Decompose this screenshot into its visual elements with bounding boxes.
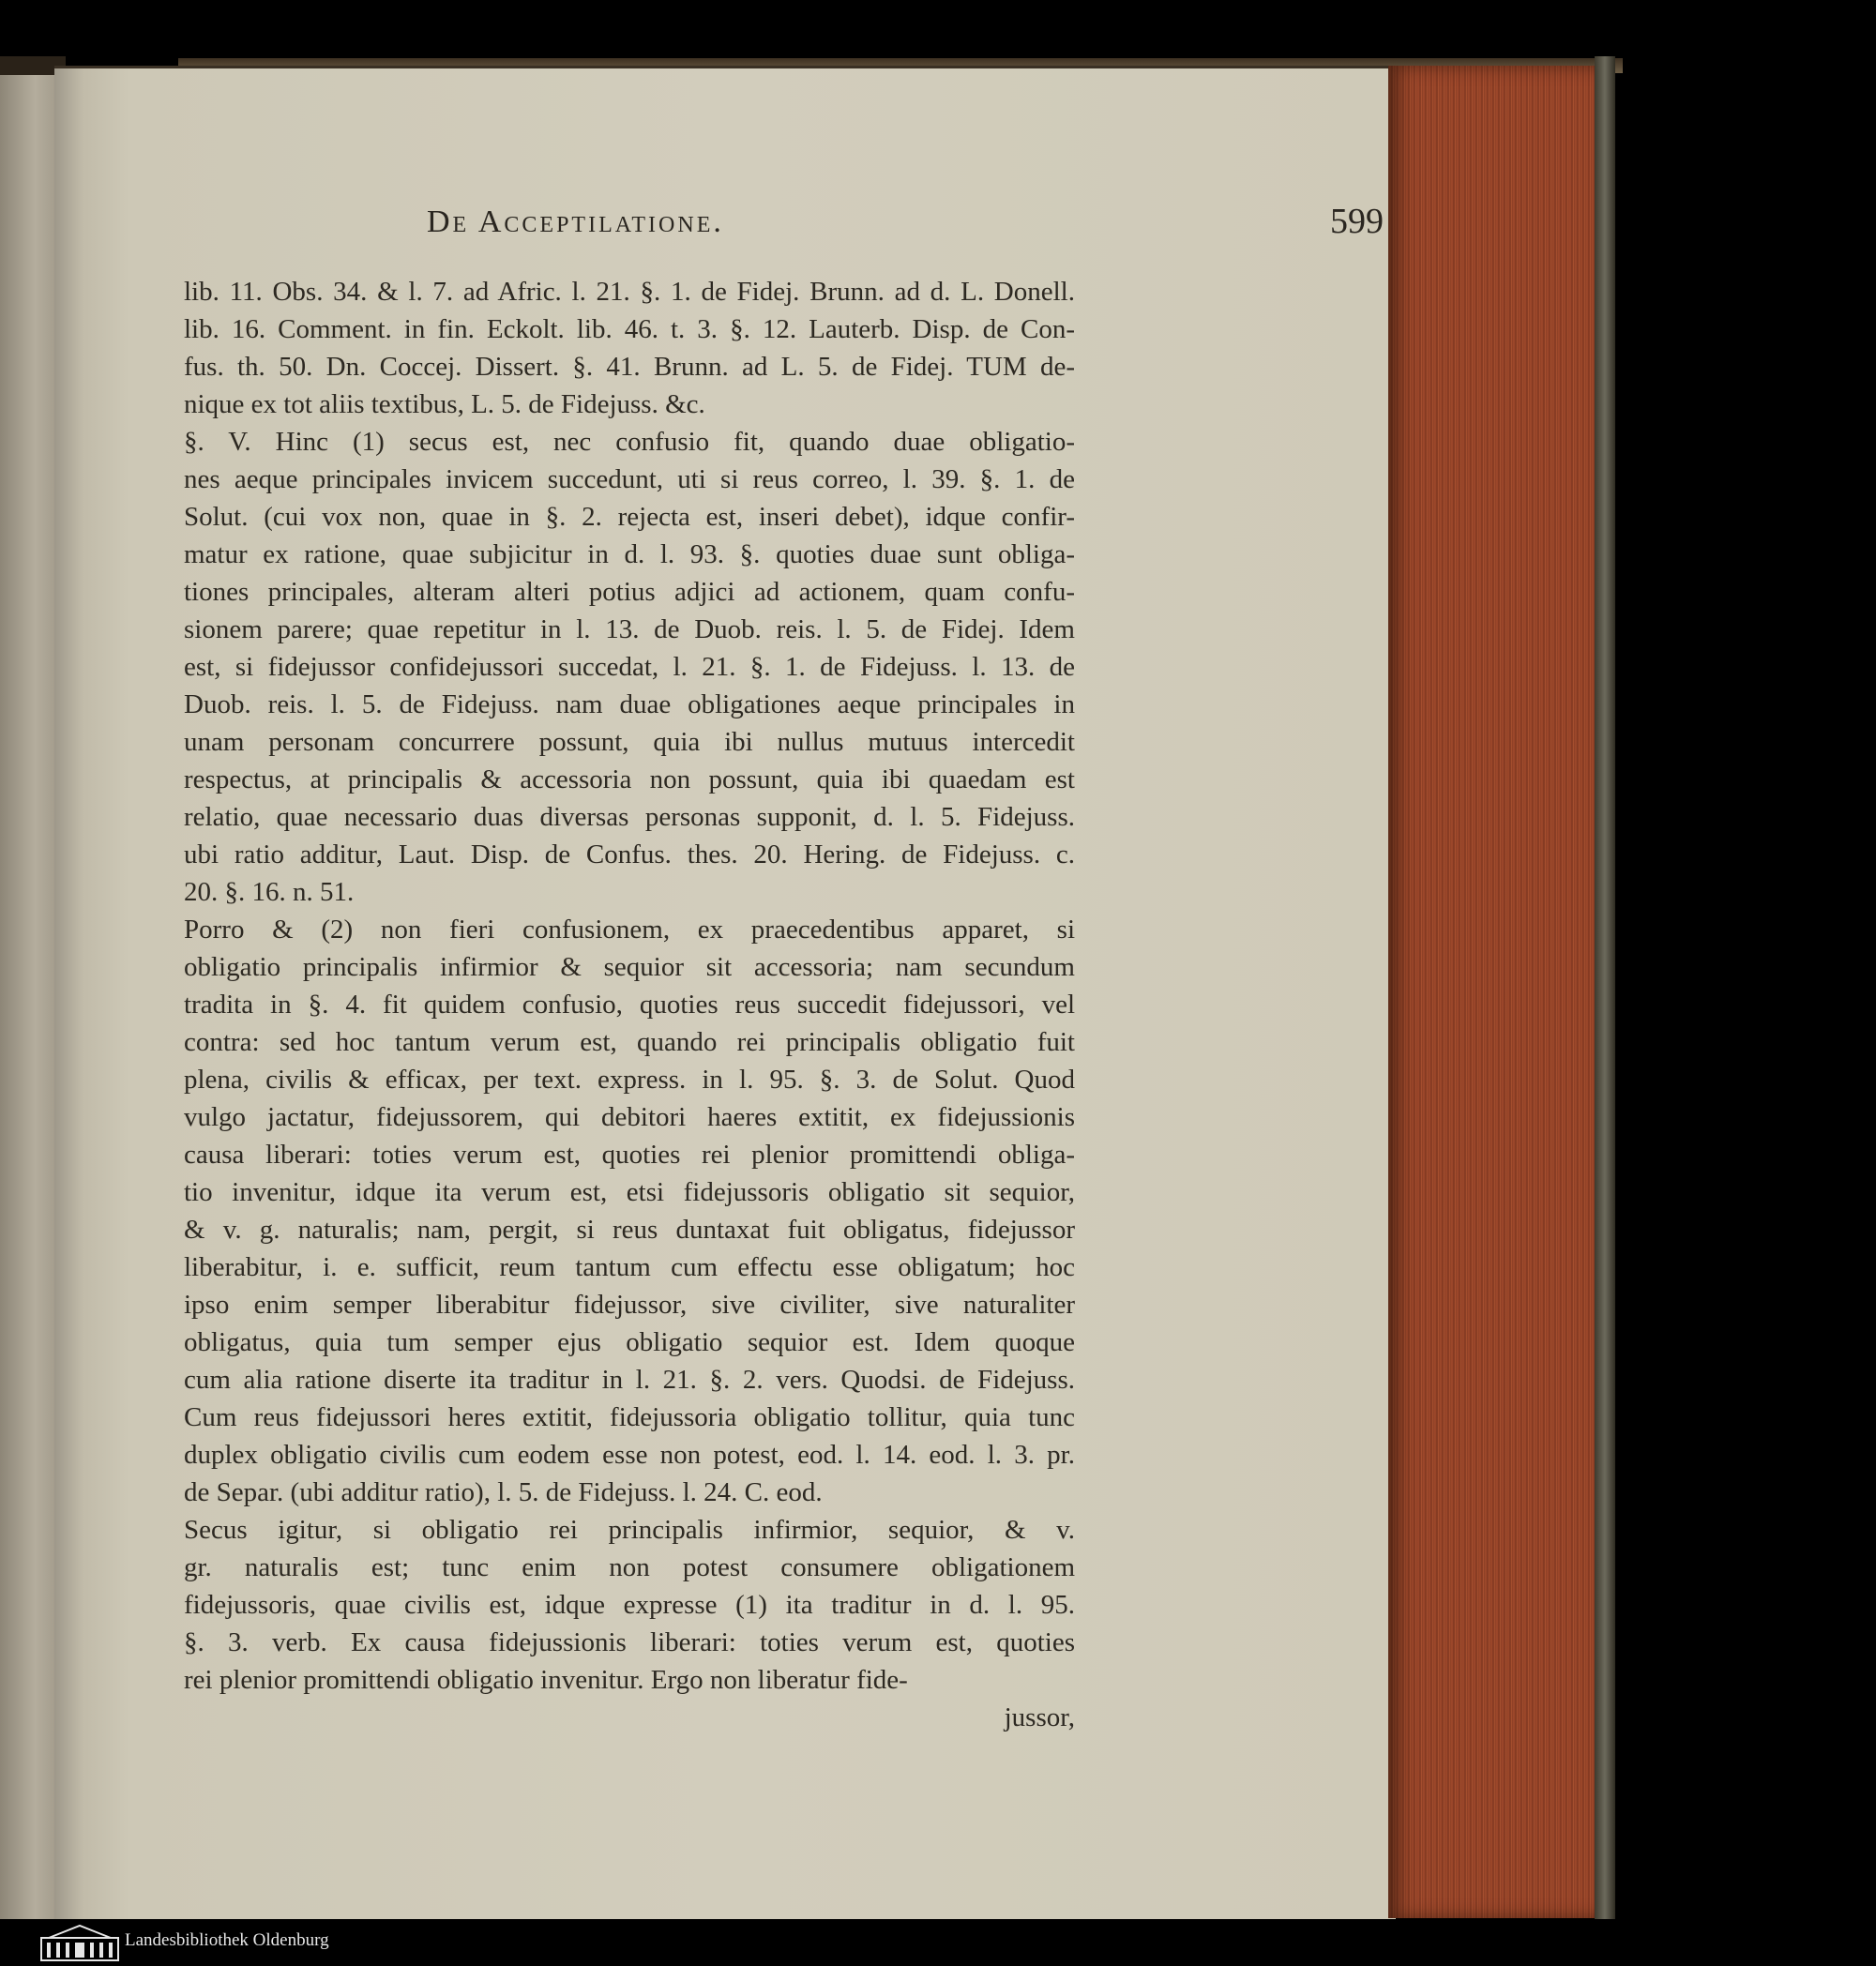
text-line: Solut. (cui vox non, quae in §. 2. rejecta est, inseri debet), idque confir-	[184, 502, 1075, 532]
text-line: obligatio principalis infirmior & sequior sit accessoria; nam secundum	[184, 952, 1075, 982]
text-line: §. 3. verb. Ex causa fidejussionis liberari: toties verum est, quoties	[184, 1627, 1075, 1657]
text-line: tradita in §. 4. fit quidem confusio, quoties reus succedit fidejussori, vel	[184, 990, 1075, 1020]
page-body-text	[184, 273, 1075, 1736]
text-line: de Separ. (ubi additur ratio), l. 5. de Fidejuss. l. 24. C. eod.	[184, 1477, 823, 1507]
text-line: sionem parere; quae repetitur in l. 13. de Duob. reis. l. 5. de Fidej. Idem	[184, 614, 1075, 644]
text-line: nique ex tot aliis textibus, L. 5. de Fidejuss. &c.	[184, 389, 705, 419]
text-line: respectus, at principalis & accessoria non possunt, quia ibi quaedam est	[184, 764, 1075, 794]
text-line: plena, civilis & efficax, per text. express. in l. 95. §. 3. de Solut. Quod	[184, 1065, 1075, 1095]
page-number: 599	[1330, 202, 1384, 241]
text-line: fus. th. 50. Dn. Coccej. Dissert. §. 41. Brunn. ad L. 5. de Fidej. TUM de-	[184, 352, 1075, 382]
running-title: De Acceptilatione.	[427, 204, 724, 239]
fore-edge	[1388, 66, 1604, 1918]
book-cover-edge	[1595, 56, 1615, 1923]
text-line: Cum reus fidejussori heres extitit, fidejussoria obligatio tollitur, quia tunc	[184, 1402, 1075, 1432]
text-line: causa liberari: toties verum est, quoties rei plenior promittendi obliga-	[184, 1140, 1075, 1170]
page-header	[394, 204, 1407, 250]
text-line: gr. naturalis est; tunc enim non potest consumere obligationem	[184, 1552, 1075, 1582]
text-line: fidejussoris, quae civilis est, idque expresse (1) ita traditur in d. l. 95.	[184, 1590, 1075, 1620]
text-line: lib. 11. Obs. 34. & l. 7. ad Afric. l. 21. §. 1. de Fidej. Brunn. ad d. L. Donell.	[184, 277, 1075, 307]
text-line: jussor,	[1004, 1702, 1075, 1732]
text-line: duplex obligatio civilis cum eodem esse non potest, eod. l. 14. eod. l. 3. pr.	[184, 1440, 1075, 1470]
text-line: obligatus, quia tum semper ejus obligatio sequior est. Idem quoque	[184, 1327, 1075, 1357]
text-line: Secus igitur, si obligatio rei principalis infirmior, sequior, & v.	[184, 1515, 1075, 1545]
text-line: liberabitur, i. e. sufficit, reum tantum cum effectu esse obligatum; hoc	[184, 1252, 1075, 1282]
text-line: rei plenior promittendi obligatio invenitur. Ergo non liberatur fide-	[184, 1665, 908, 1695]
text-line: ubi ratio additur, Laut. Disp. de Confus. thes. 20. Hering. de Fidejuss. c.	[184, 839, 1075, 870]
text-line: lib. 16. Comment. in fin. Eckolt. lib. 46. t. 3. §. 12. Lauterb. Disp. de Con-	[184, 314, 1075, 344]
text-line: §. V. Hinc (1) secus est, nec confusio fit, quando duae obligatio-	[184, 427, 1075, 457]
text-line: matur ex ratione, quae subjicitur in d. l. 93. §. quoties duae sunt obliga-	[184, 539, 1075, 569]
text-line: cum alia ratione diserte ita traditur in l. 21. §. 2. vers. Quodsi. de Fidejuss.	[184, 1365, 1075, 1395]
text-line: tiones principales, alteram alteri potius adjici ad actionem, quam confu-	[184, 577, 1075, 607]
text-line: unam personam concurrere possunt, quia ibi nullus mutuus intercedit	[184, 727, 1075, 757]
library-logo-icon	[39, 1923, 120, 1962]
text-line: vulgo jactatur, fidejussorem, qui debitori haeres extitit, ex fidejussionis	[184, 1102, 1075, 1132]
text-line: tio invenitur, idque ita verum est, etsi fidejussoris obligatio sit sequior,	[184, 1177, 1075, 1207]
text-line: nes aeque principales invicem succedunt, uti si reus correo, l. 39. §. 1. de	[184, 464, 1075, 494]
text-line: Duob. reis. l. 5. de Fidejuss. nam duae obligationes aeque principales in	[184, 689, 1075, 719]
footer-bar	[0, 1919, 1876, 1966]
left-page-edge	[0, 75, 58, 1923]
text-line: 20. §. 16. n. 51.	[184, 877, 355, 907]
text-line: Porro & (2) non fieri confusionem, ex praecedentibus apparet, si	[184, 915, 1075, 945]
text-line: contra: sed hoc tantum verum est, quando rei principalis obligatio fuit	[184, 1027, 1075, 1057]
text-line: relatio, quae necessario duas diversas personas supponit, d. l. 5. Fidejuss.	[184, 802, 1075, 832]
text-line: est, si fidejussor confidejussori succedat, l. 21. §. 1. de Fidejuss. l. 13. de	[184, 652, 1075, 682]
library-name: Landesbibliothek Oldenburg	[125, 1930, 329, 1950]
text-line: ipso enim semper liberabitur fidejussor, sive civiliter, sive naturaliter	[184, 1290, 1075, 1320]
text-line: & v. g. naturalis; nam, pergit, si reus duntaxat fuit obligatus, fidejussor	[184, 1215, 1075, 1245]
